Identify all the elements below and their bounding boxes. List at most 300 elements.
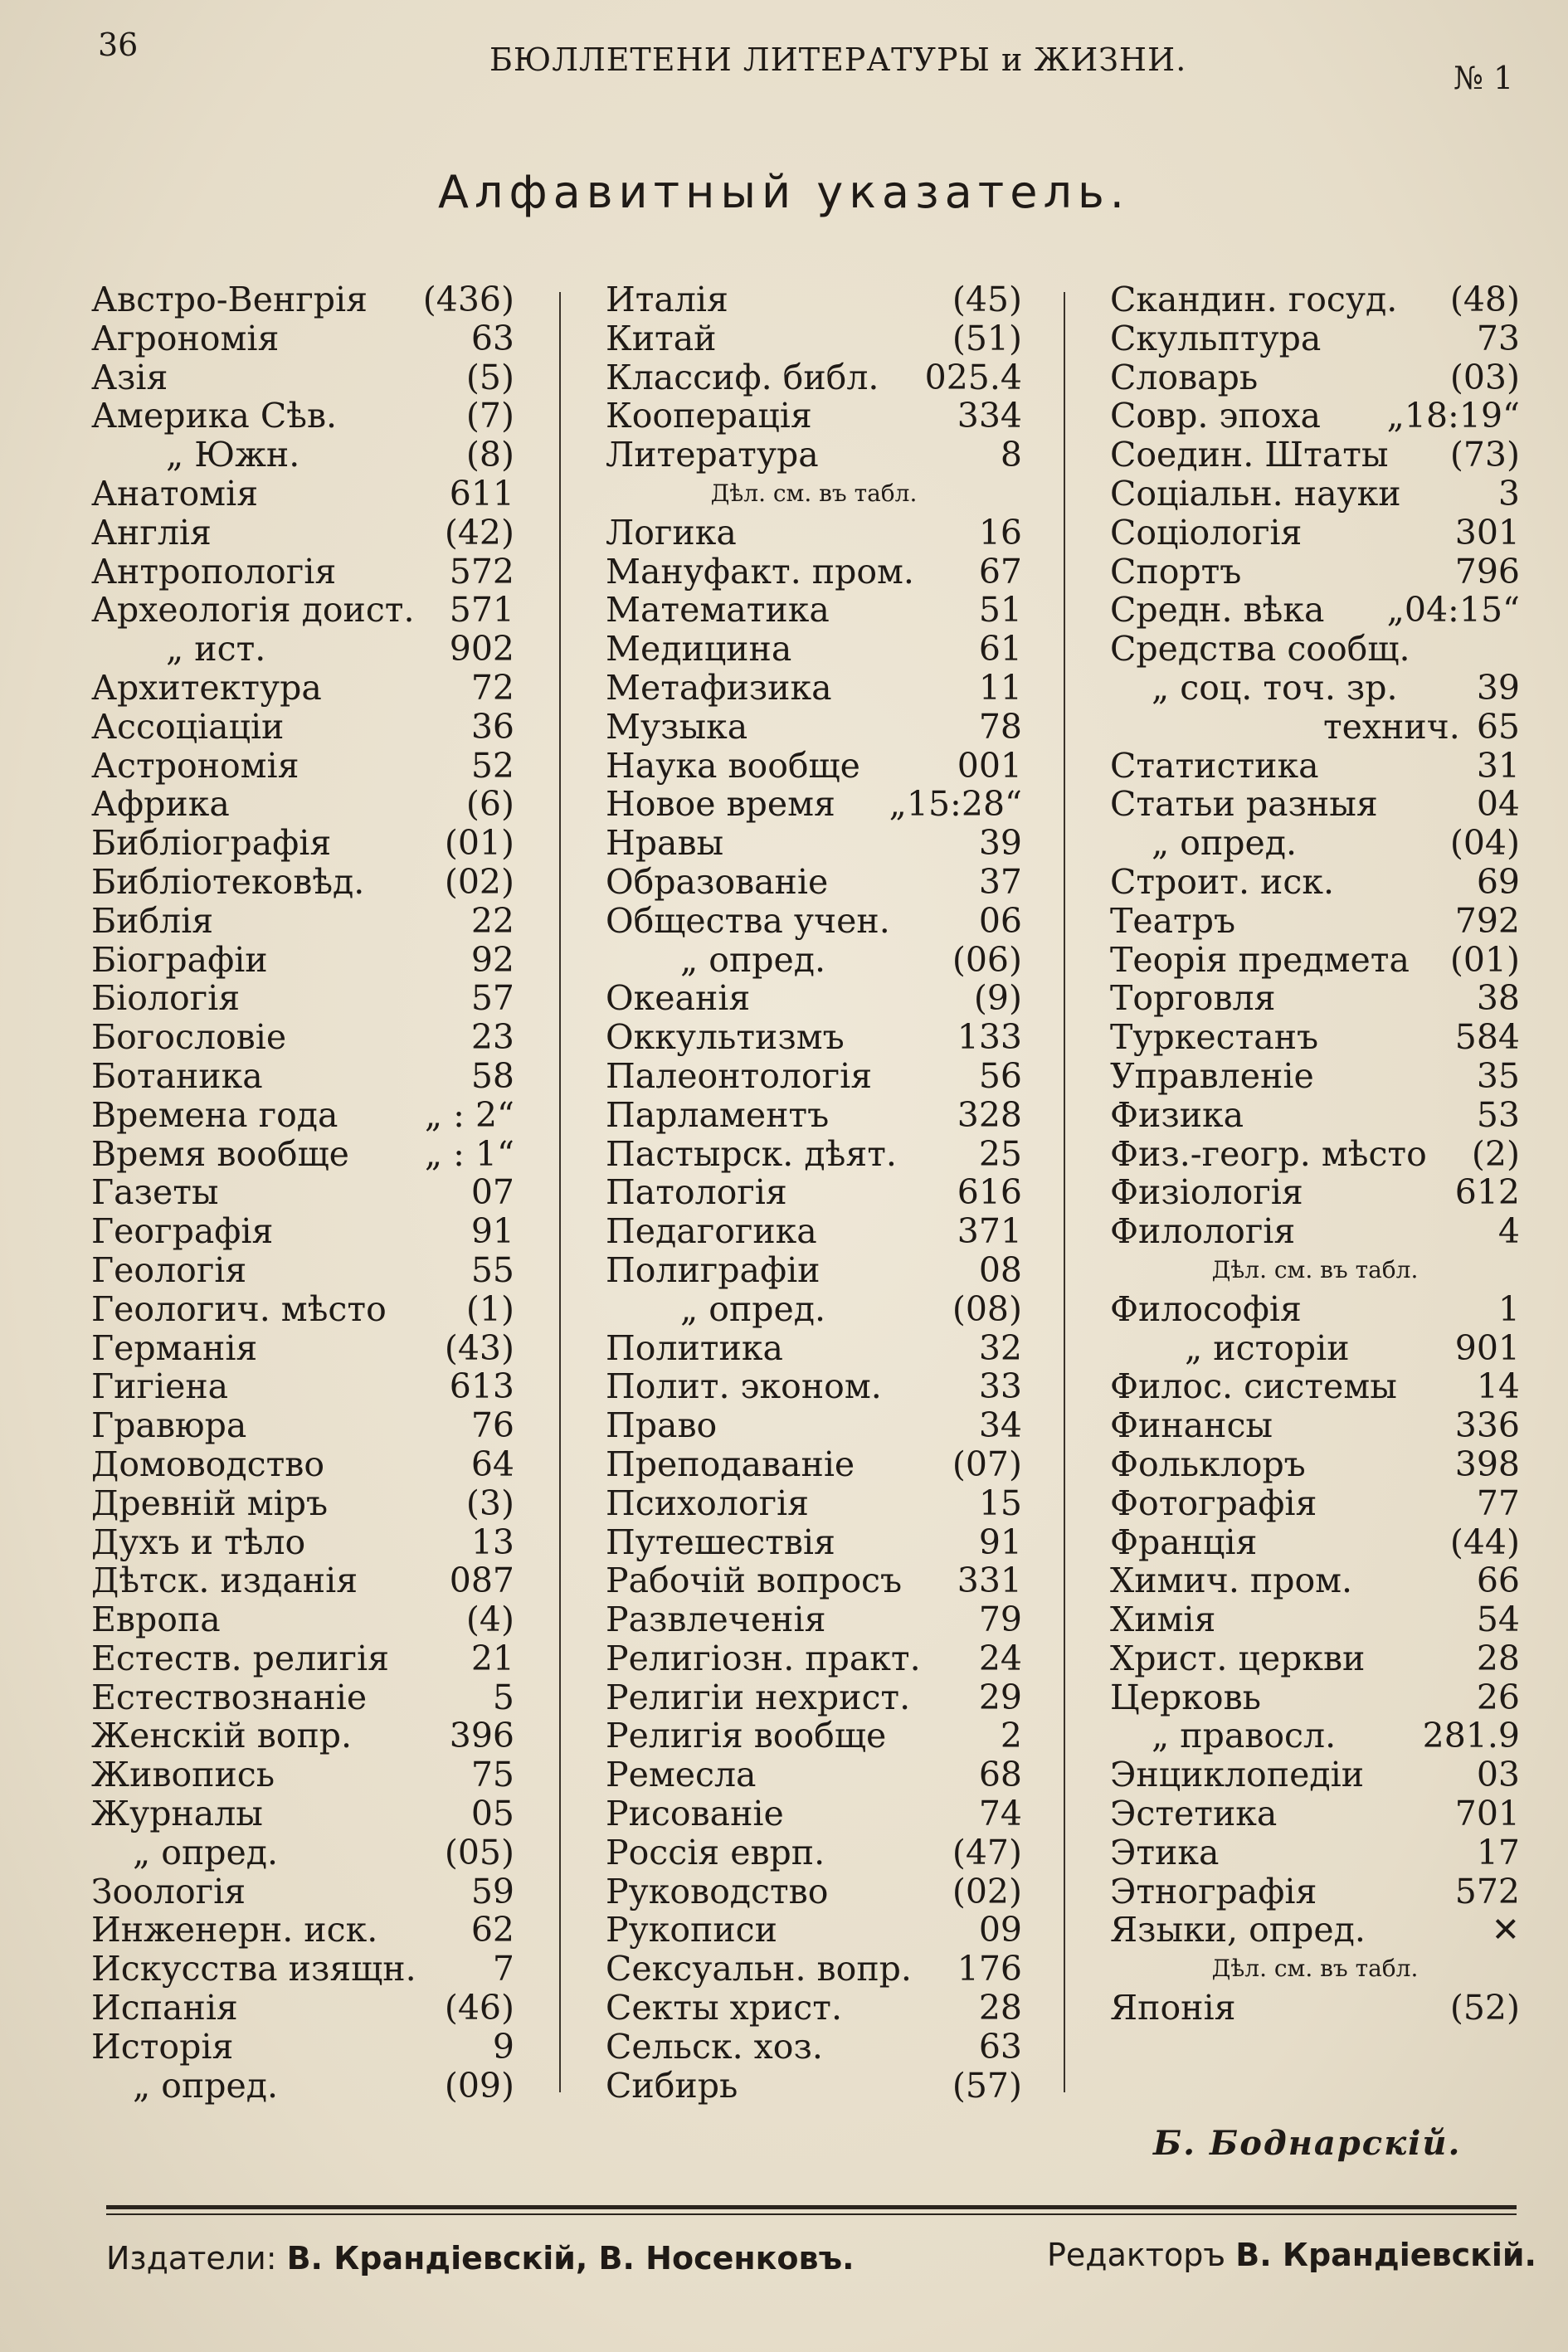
- entry-code: 91: [978, 1522, 1022, 1562]
- index-entry: [1110, 280, 1520, 319]
- entry-code: 611: [449, 473, 514, 514]
- index-entry: [606, 397, 1022, 436]
- entry-code: 57: [470, 978, 514, 1019]
- index-entry: [1110, 1018, 1520, 1057]
- entry-term: Статистика: [1110, 745, 1319, 786]
- issue-number: № 1: [1454, 60, 1514, 96]
- entry-term: Химія: [1110, 1600, 1216, 1640]
- index-entry: [606, 280, 1022, 319]
- entry-code: 65: [1476, 706, 1520, 747]
- index-note: [1110, 1950, 1520, 1989]
- index-entry: [1110, 1445, 1520, 1484]
- entry-code: 23: [470, 1017, 514, 1058]
- entry-code: 7: [492, 1949, 514, 1989]
- entry-code: (5): [465, 357, 514, 397]
- entry-code: 901: [1454, 1327, 1520, 1368]
- entry-term: Сибирь: [606, 2065, 738, 2106]
- index-entry: [1110, 1329, 1520, 1368]
- entry-term: Времена года: [91, 1094, 338, 1135]
- entry-code: (44): [1449, 1522, 1520, 1562]
- entry-term: Математика: [606, 590, 830, 631]
- entry-code: 73: [1476, 318, 1520, 358]
- entry-code: „04:15“: [1386, 590, 1520, 631]
- index-entry: [606, 747, 1022, 786]
- entry-term: Рукописи: [606, 1910, 777, 1950]
- index-entry: [91, 1911, 514, 1950]
- entry-code: (57): [952, 2065, 1022, 2106]
- entry-code: 792: [1454, 900, 1520, 941]
- index-entry: [91, 1833, 514, 1872]
- entry-code: 63: [978, 2026, 1022, 2067]
- entry-code: 78: [978, 706, 1022, 747]
- index-entry: [91, 708, 514, 747]
- index-entry: [606, 319, 1022, 358]
- entry-term: Агрономія: [91, 318, 280, 358]
- entry-code: 3: [1497, 473, 1520, 514]
- entry-code: 21: [470, 1638, 514, 1678]
- editor-name: В. Крандіевскій.: [1235, 2237, 1536, 2273]
- entry-code: 4: [1497, 1211, 1520, 1252]
- index-entry: [1110, 358, 1520, 397]
- entry-code: 74: [978, 1794, 1022, 1834]
- entry-term: Палеонтологія: [606, 1055, 873, 1096]
- index-entry: [606, 1484, 1022, 1523]
- entry-term: Искусства изящн.: [91, 1949, 416, 1989]
- entry-term: Философія: [1110, 1288, 1302, 1329]
- entry-term: Филологія: [1110, 1211, 1296, 1252]
- entry-code: 14: [1476, 1366, 1520, 1407]
- index-entry: [1110, 1406, 1520, 1445]
- entry-code: 36: [470, 706, 514, 747]
- entry-term: Психологія: [606, 1483, 810, 1523]
- entry-code: 34: [978, 1405, 1022, 1446]
- entry-term: „ опред.: [1152, 823, 1298, 864]
- entry-code: 396: [449, 1716, 514, 1756]
- index-entry: [606, 436, 1022, 475]
- entry-term: „ Южн.: [166, 435, 300, 475]
- index-entry: [91, 553, 514, 592]
- index-entry: [91, 902, 514, 941]
- index-entry: [1110, 1212, 1520, 1251]
- entry-term: Литература: [606, 435, 819, 475]
- entry-code: (06): [952, 939, 1022, 980]
- entry-code: „15:28“: [889, 784, 1022, 825]
- entry-code: (7): [465, 396, 514, 436]
- index-column-2: [606, 280, 1022, 2105]
- entry-term: Энциклопедіи: [1110, 1755, 1365, 1795]
- index-entry: [91, 1251, 514, 1290]
- entry-term: Религіи нехрист.: [606, 1677, 911, 1717]
- index-entry: [606, 863, 1022, 902]
- index-entry: [91, 1018, 514, 1057]
- entry-term: Сексуальн. вопр.: [606, 1949, 912, 1989]
- entry-term: Италія: [606, 280, 728, 319]
- index-entry: [606, 514, 1022, 553]
- index-entry: [1110, 1989, 1520, 2028]
- index-entry: [606, 1911, 1022, 1950]
- entry-code: 025.4: [924, 357, 1022, 397]
- index-entry: [91, 1173, 514, 1212]
- entry-code: 35: [1476, 1055, 1520, 1096]
- entry-term: Женскій вопр.: [91, 1716, 353, 1756]
- index-entry: [606, 1950, 1022, 1989]
- index-entry: [606, 979, 1022, 1018]
- index-entry: [606, 1290, 1022, 1329]
- index-entry: [91, 824, 514, 863]
- entry-term: Журналы: [91, 1794, 263, 1834]
- entry-term: Средн. вѣка: [1110, 590, 1325, 631]
- entry-code: 26: [1476, 1677, 1520, 1717]
- entry-term: Антропологія: [91, 551, 337, 592]
- index-entry: [606, 1367, 1022, 1406]
- index-entry: [91, 669, 514, 708]
- entry-term: „ правосл.: [1152, 1716, 1337, 1756]
- publishers-line: [106, 2240, 855, 2277]
- entry-code: (51): [952, 318, 1022, 358]
- entry-term: Наука вообще: [606, 745, 860, 786]
- index-entry: [606, 708, 1022, 747]
- entry-code: (48): [1449, 280, 1520, 319]
- entry-code: 59: [470, 1871, 514, 1911]
- index-entry: [91, 1523, 514, 1562]
- entry-term: Полит. эконом.: [606, 1366, 882, 1407]
- entry-code: 28: [978, 1988, 1022, 2028]
- entry-code: 25: [978, 1133, 1022, 1174]
- entry-term: Японія: [1110, 1988, 1236, 2028]
- index-entry: [91, 863, 514, 902]
- entry-term: Географія: [91, 1211, 274, 1252]
- index-entry: [1110, 1367, 1520, 1406]
- entry-term: Метафизика: [606, 667, 832, 708]
- entry-code: 328: [957, 1094, 1022, 1135]
- entry-code: 53: [1476, 1094, 1520, 1135]
- index-entry: [1110, 708, 1520, 747]
- entry-code: 39: [978, 823, 1022, 864]
- index-entry: [91, 2067, 514, 2106]
- index-entry: [606, 2067, 1022, 2106]
- entry-code: 08: [978, 1249, 1022, 1290]
- entry-code: ✕: [1491, 1910, 1520, 1950]
- entry-term: Древній міръ: [91, 1483, 329, 1523]
- index-entry: [606, 1794, 1022, 1833]
- entry-term: Торговля: [1110, 978, 1276, 1019]
- index-entry: [91, 941, 514, 980]
- index-entry: [606, 358, 1022, 397]
- index-entry: [1110, 1794, 1520, 1833]
- entry-term: Словарь: [1110, 357, 1259, 397]
- entry-code: 16: [978, 512, 1022, 553]
- entry-code: 176: [957, 1949, 1022, 1989]
- index-entry: [91, 1057, 514, 1096]
- entry-code: 31: [1476, 745, 1520, 786]
- entry-code: 24: [978, 1638, 1022, 1678]
- entry-term: Зоологія: [91, 1871, 246, 1911]
- index-entry: [91, 1484, 514, 1523]
- entry-term: Европа: [91, 1600, 221, 1640]
- entry-code: 613: [449, 1366, 514, 1407]
- index-entry: [1110, 1755, 1520, 1794]
- entry-term: Германія: [91, 1327, 258, 1368]
- entry-code: 92: [470, 939, 514, 980]
- entry-term: Дѣл. см. въ табл.: [1211, 1955, 1419, 1983]
- entry-code: 55: [470, 1249, 514, 1290]
- entry-code: 8: [1000, 435, 1022, 475]
- entry-code: „18:19“: [1386, 396, 1520, 436]
- index-entry: [606, 1678, 1022, 1717]
- entry-code: (436): [422, 280, 514, 319]
- entry-term: „ опред.: [133, 2065, 279, 2106]
- entry-code: (08): [952, 1288, 1022, 1329]
- entry-term: Мануфакт. пром.: [606, 551, 914, 592]
- entry-code: 2: [1000, 1716, 1022, 1756]
- index-entry: [1110, 1173, 1520, 1212]
- index-entry: [91, 319, 514, 358]
- entry-term: Логика: [606, 512, 737, 553]
- entry-term: Африка: [91, 784, 230, 825]
- index-entry: [606, 1989, 1022, 2028]
- entry-code: 15: [978, 1483, 1022, 1523]
- entry-term: Театръ: [1110, 900, 1236, 941]
- entry-code: 133: [957, 1017, 1022, 1058]
- index-entry: [1110, 1639, 1520, 1678]
- entry-term: технич.: [1322, 706, 1460, 747]
- index-entry: [606, 669, 1022, 708]
- entry-term: Общества учен.: [606, 900, 890, 941]
- entry-term: Ботаника: [91, 1055, 263, 1096]
- entry-term: Христ. церкви: [1110, 1638, 1366, 1678]
- index-entry: [1110, 475, 1520, 514]
- index-entry: [1110, 824, 1520, 863]
- entry-code: 58: [470, 1055, 514, 1096]
- entry-term: „ ист.: [166, 629, 266, 670]
- entry-code: (9): [973, 978, 1022, 1019]
- journal-title: БЮЛЛЕТЕНИ ЛИТЕРАТУРЫ и ЖИЗНИ.: [489, 41, 1187, 78]
- entry-code: (4): [465, 1600, 514, 1640]
- entry-code: 54: [1476, 1600, 1520, 1640]
- index-entry: [1110, 1135, 1520, 1174]
- index-entry: [1110, 553, 1520, 592]
- author-signature: Б. Боднарскій.: [1153, 2124, 1462, 2163]
- index-title: Алфавитный указатель.: [438, 166, 1130, 218]
- entry-code: 29: [978, 1677, 1022, 1717]
- index-entry: [1110, 1523, 1520, 1562]
- entry-code: 11: [978, 667, 1022, 708]
- entry-code: 37: [978, 861, 1022, 902]
- editor-line: [1047, 2237, 1536, 2273]
- entry-term: Россія евpп.: [606, 1832, 825, 1872]
- entry-term: Физіологія: [1110, 1172, 1303, 1213]
- entry-term: Секты христ.: [606, 1988, 842, 2028]
- index-entry: [606, 1600, 1022, 1639]
- entry-code: 66: [1476, 1561, 1520, 1601]
- entry-term: Археологія доист.: [91, 590, 415, 631]
- entry-term: Богословіе: [91, 1017, 287, 1058]
- index-entry: [1110, 1717, 1520, 1755]
- entry-term: Теорія предмета: [1110, 939, 1410, 980]
- index-entry: [91, 1329, 514, 1368]
- index-entry: [606, 1872, 1022, 1911]
- entry-term: Дѣл. см. въ табл.: [1211, 1255, 1419, 1283]
- index-entry: [91, 1367, 514, 1406]
- entry-code: 51: [978, 590, 1022, 631]
- entry-code: 69: [1476, 861, 1520, 902]
- entry-term: Живопись: [91, 1755, 275, 1795]
- entry-code: 9: [492, 2026, 514, 2067]
- entry-term: Время вообще: [91, 1133, 349, 1174]
- entry-term: Классиф. библ.: [606, 357, 879, 397]
- index-entry: [606, 1096, 1022, 1135]
- index-entry: [91, 514, 514, 553]
- entry-code: 68: [978, 1755, 1022, 1795]
- index-entry: [91, 1872, 514, 1911]
- entry-code: 1: [1497, 1288, 1520, 1329]
- index-entry: [606, 1212, 1022, 1251]
- index-entry: [606, 1561, 1022, 1600]
- entry-term: Образованіе: [606, 861, 829, 902]
- index-entry: [91, 1406, 514, 1445]
- index-entry: [1110, 1484, 1520, 1523]
- entry-term: Право: [606, 1405, 718, 1446]
- entry-term: Духъ и тѣло: [91, 1522, 306, 1562]
- index-entry: [91, 1212, 514, 1251]
- entry-code: 91: [470, 1211, 514, 1252]
- entry-code: 79: [978, 1600, 1022, 1640]
- entry-term: Библіотековѣд.: [91, 861, 365, 902]
- entry-code: 584: [1454, 1017, 1520, 1058]
- entry-code: (8): [465, 435, 514, 475]
- index-entry: [91, 1600, 514, 1639]
- index-entry: [1110, 319, 1520, 358]
- index-entry: [1110, 630, 1520, 669]
- entry-code: 61: [978, 629, 1022, 670]
- entry-term: Религіозн. практ.: [606, 1638, 921, 1678]
- entry-code: 902: [449, 629, 514, 670]
- entry-code: 62: [470, 1910, 514, 1950]
- index-entry: [91, 630, 514, 669]
- entry-term: Домоводство: [91, 1444, 325, 1484]
- entry-code: „ : 2“: [424, 1094, 514, 1135]
- entry-term: Руководство: [606, 1871, 829, 1911]
- entry-code: (03): [1449, 357, 1520, 397]
- entry-term: Религія вообще: [606, 1716, 887, 1756]
- entry-code: 371: [957, 1211, 1022, 1252]
- index-entry: [606, 591, 1022, 630]
- entry-code: 5: [492, 1677, 514, 1717]
- entry-term: Физика: [1110, 1094, 1244, 1135]
- index-entry: [91, 1755, 514, 1794]
- index-entry: [606, 1173, 1022, 1212]
- index-entry: [91, 2028, 514, 2067]
- entry-term: Естествознаніе: [91, 1677, 368, 1717]
- index-entry: [606, 1406, 1022, 1445]
- entry-code: 281.9: [1422, 1716, 1520, 1756]
- entry-term: Музыка: [606, 706, 748, 747]
- index-entry: [91, 747, 514, 786]
- entry-code: 331: [957, 1561, 1022, 1601]
- entry-code: (1): [465, 1288, 514, 1329]
- index-entry: [1110, 514, 1520, 553]
- index-entry: [91, 358, 514, 397]
- index-entry: [606, 1057, 1022, 1096]
- entry-code: 572: [449, 551, 514, 592]
- entry-term: Рабочій вопросъ: [606, 1561, 903, 1601]
- index-entry: [91, 436, 514, 475]
- entry-term: Испанія: [91, 1988, 238, 2028]
- entry-term: Фотографія: [1110, 1483, 1317, 1523]
- entry-code: (73): [1449, 435, 1520, 475]
- entry-code: (43): [444, 1327, 514, 1368]
- entry-term: Франція: [1110, 1522, 1258, 1562]
- index-entry: [1110, 1833, 1520, 1872]
- index-entry: [1110, 941, 1520, 980]
- entry-code: 17: [1476, 1832, 1520, 1872]
- entry-code: (46): [444, 1988, 514, 2028]
- entry-term: Океанія: [606, 978, 751, 1019]
- entry-term: Развлеченія: [606, 1600, 826, 1640]
- entry-term: Фольклоръ: [1110, 1444, 1306, 1484]
- entry-term: Англія: [91, 512, 212, 553]
- entry-code: (02): [952, 1871, 1022, 1911]
- entry-code: 64: [470, 1444, 514, 1484]
- entry-code: (6): [465, 784, 514, 825]
- entry-code: 77: [1476, 1483, 1520, 1523]
- entry-term: Кооперація: [606, 396, 812, 436]
- entry-term: „ опред.: [680, 1288, 826, 1329]
- entry-code: 56: [978, 1055, 1022, 1096]
- entry-code: 63: [470, 318, 514, 358]
- entry-term: Рисованіе: [606, 1794, 784, 1834]
- entry-code: 616: [957, 1172, 1022, 1213]
- entry-term: Библія: [91, 900, 214, 941]
- entry-code: 571: [449, 590, 514, 631]
- entry-code: 38: [1476, 978, 1520, 1019]
- entry-code: 09: [978, 1910, 1022, 1950]
- index-entry: [1110, 1678, 1520, 1717]
- entry-code: 336: [1454, 1405, 1520, 1446]
- index-entry: [606, 553, 1022, 592]
- entry-term: Газеты: [91, 1172, 219, 1213]
- index-entry: [606, 1717, 1022, 1755]
- entry-code: 76: [470, 1405, 514, 1446]
- index-entry: [1110, 436, 1520, 475]
- entry-term: Гигіена: [91, 1366, 229, 1407]
- publishers-label: Издатели:: [106, 2240, 277, 2277]
- index-entry: [91, 785, 514, 824]
- index-entry: [1110, 1096, 1520, 1135]
- entry-code: 087: [449, 1561, 514, 1601]
- index-entry: [606, 1445, 1022, 1484]
- entry-term: Геологич. мѣсто: [91, 1288, 387, 1329]
- entry-term: Управленіе: [1110, 1055, 1314, 1096]
- entry-code: (01): [1449, 939, 1520, 980]
- entry-code: 334: [957, 396, 1022, 436]
- index-entry: [606, 941, 1022, 980]
- index-entry: [606, 785, 1022, 824]
- index-entry: [1110, 1911, 1520, 1950]
- entry-term: Соціологія: [1110, 512, 1303, 553]
- entry-code: 72: [470, 667, 514, 708]
- entry-term: Естеств. религія: [91, 1638, 389, 1678]
- entry-term: Исторія: [91, 2026, 234, 2067]
- entry-code: (07): [952, 1444, 1022, 1484]
- entry-code: 07: [470, 1172, 514, 1213]
- index-note: [606, 475, 1022, 514]
- index-entry: [91, 591, 514, 630]
- column-divider: [559, 292, 561, 2092]
- index-entry: [91, 1989, 514, 2028]
- index-note: [1110, 1251, 1520, 1290]
- entry-term: Біологія: [91, 978, 241, 1019]
